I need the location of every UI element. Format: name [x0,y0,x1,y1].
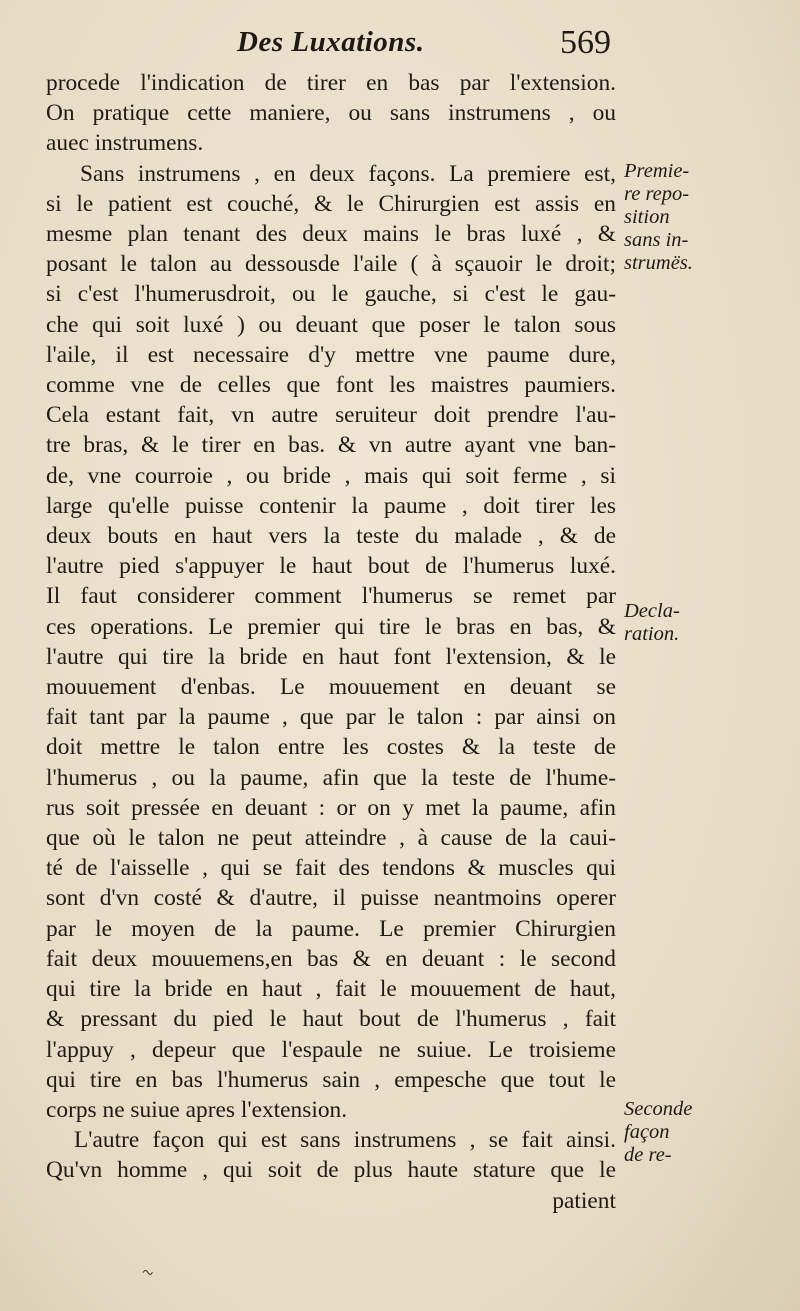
text-line: auec instrumens. [46,130,204,157]
text-line: Il faut considerer comment l'humerus se remet par [46,583,616,610]
margin-note-seconde-facon [624,1098,692,1167]
text-line: mesme plan tenant des deux mains le bras luxé , & [46,221,616,248]
text-line: l'autre qui tire la bride en haut font l'extension, & le [46,643,616,670]
margin-note-declaration [624,600,680,646]
margin-note-line: ration. [624,623,680,645]
ink-mark: ~ [139,1260,157,1286]
text-line: comme vne de celles que font les maistres paumiers. [46,372,616,399]
margin-note-premiere-reposition [624,160,693,275]
text-line: l'autre pied s'appuyer le haut bout de l'humerus luxé. [46,553,616,580]
text-line: si c'est l'humerusdroit, ou le gauche, si c'est le gau- [46,281,616,308]
text-line: deux bouts en haut vers la teste du malade , & de [46,523,616,550]
margin-note-line: re repo- [624,183,690,205]
text-line: l'humerus , ou la paume, afin que la teste de l'hume- [46,764,616,791]
text-line: On pratique cette maniere, ou sans instrumens , ou [46,100,616,127]
margin-note-line: de re- [624,1144,672,1166]
margin-note-line: sans in- [624,229,689,251]
page-number: 569 [560,24,611,61]
margin-note-line: sition [624,206,670,228]
text-line: procede l'indication de tirer en bas par l'extension. [46,70,616,96]
text-line: l'appuy , depeur que l'espaule ne suiue. Le troisieme [46,1036,616,1063]
margin-note-line: Decla- [624,600,680,622]
text-line: Cela estant fait, vn autre seruiteur doit prendre l'au- [46,402,616,429]
catchword-line: patient [552,1187,616,1214]
text-line: qui tire la bride en haut , fait le mouuement de haut, [46,976,616,1003]
text-line: & pressant du pied le haut bout de l'humerus , fait [46,1006,616,1033]
text-line: té de l'aisselle , qui se fait des tendons & muscles qui [46,855,616,882]
text-line: corps ne suiue apres l'extension. [46,1096,348,1123]
text-line: fait deux mouuemens,en bas & en deuant : le second [46,945,616,972]
text-line: che qui soit luxé ) ou deuant que poser le talon sous [46,311,616,338]
text-line: de, vne courroie , ou bride , mais qui soit ferme , si [46,462,616,489]
text-line: large qu'elle puisse contenir la paume , doit tirer les [46,492,616,519]
text-line: Sans instrumens , en deux façons. La premiere est, [80,160,616,187]
text-line: L'autre façon qui est sans instrumens , se fait ainsi. [74,1127,616,1154]
body-text [46,68,616,1216]
text-line: posant le talon au dessousde l'aile ( à sçauoir le droit; [46,251,616,278]
text-line: mouuement d'enbas. Le mouuement en deuant se [46,674,616,701]
margin-note-line: Seconde [624,1098,693,1120]
text-line: sont d'vn costé & d'autre, il puisse neantmoins operer [46,885,616,912]
text-line: ces operations. Le premier qui tire le bras en bas, & [46,613,616,640]
text-line: si le patient est couché, & le Chirurgien est assis en [46,190,616,217]
text-line: fait tant par la paume , que par le talon : par ainsi on [46,704,616,731]
text-line: Qu'vn homme , qui soit de plus haute stature que le [46,1157,616,1184]
text-line: doit mettre le talon entre les costes & la teste de [46,734,616,761]
text-line: l'aile, il est necessaire d'y mettre vne paume dure, [46,341,616,368]
text-line: que où le talon ne peut atteindre , à cause de la caui- [46,825,616,852]
text-line: rus soit pressée en deuant : or on y met la paume, afin [46,794,616,821]
text-line: par le moyen de la paume. Le premier Chirurgien [46,915,616,942]
text-line: qui tire en bas l'humerus sain , empesche que tout le [46,1066,616,1093]
running-title: Des Luxations. [237,26,425,58]
margin-note-line: strumës. [624,252,693,274]
margin-note-line: façon [624,1121,670,1143]
margin-note-line: Premie- [624,160,690,182]
text-line: tre bras, & le tirer en bas. & vn autre ayant vne ban- [46,432,616,459]
